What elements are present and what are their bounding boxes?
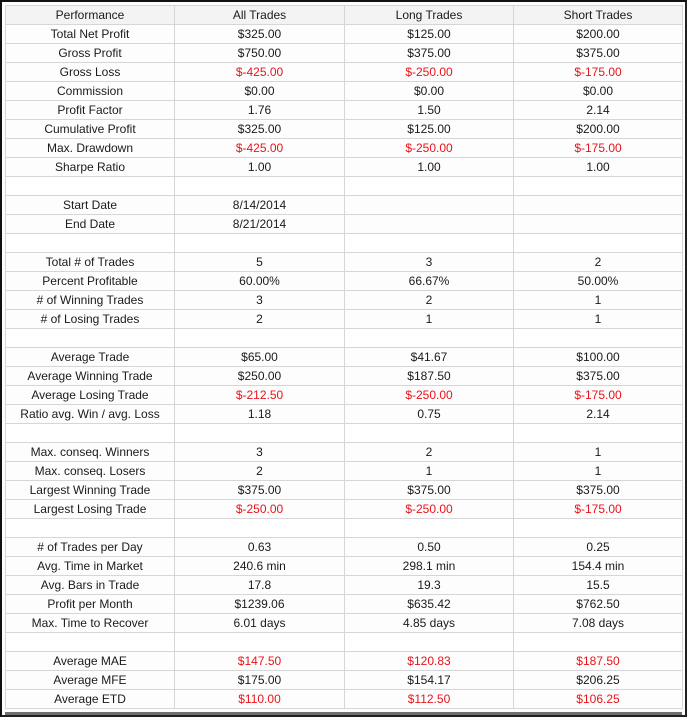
cell-short-trades: $206.25	[514, 671, 683, 690]
table-row[interactable]	[6, 329, 683, 348]
row-label	[6, 519, 175, 538]
cell-short-trades: $-175.00	[514, 63, 683, 82]
row-label: Profit per Month	[6, 595, 175, 614]
table-row[interactable]	[6, 652, 683, 671]
row-label: Gross Profit	[6, 44, 175, 63]
cell-short-trades: 1	[514, 310, 683, 329]
cell-all-trades	[175, 424, 345, 443]
cell-all-trades: $325.00	[175, 120, 345, 139]
row-label	[6, 633, 175, 652]
cell-long-trades: $-250.00	[345, 139, 514, 158]
table-row[interactable]	[6, 481, 683, 500]
cell-short-trades: $100.00	[514, 348, 683, 367]
cell-long-trades	[345, 633, 514, 652]
cell-long-trades: $-250.00	[345, 500, 514, 519]
table-row[interactable]	[6, 367, 683, 386]
row-label: Average Trade	[6, 348, 175, 367]
cell-long-trades	[345, 215, 514, 234]
cell-short-trades: $375.00	[514, 481, 683, 500]
cell-long-trades	[345, 196, 514, 215]
cell-all-trades: $175.00	[175, 671, 345, 690]
table-row[interactable]	[6, 44, 683, 63]
cell-short-trades: 50.00%	[514, 272, 683, 291]
cell-all-trades: $750.00	[175, 44, 345, 63]
cell-long-trades: 19.3	[345, 576, 514, 595]
cell-short-trades: $375.00	[514, 367, 683, 386]
table-row[interactable]	[6, 462, 683, 481]
cell-long-trades	[345, 234, 514, 253]
row-label: Cumulative Profit	[6, 120, 175, 139]
cell-short-trades: $0.00	[514, 82, 683, 101]
row-label: Average ETD	[6, 690, 175, 709]
row-label: Largest Losing Trade	[6, 500, 175, 519]
row-label: Percent Profitable	[6, 272, 175, 291]
cell-long-trades: 0.75	[345, 405, 514, 424]
table-row[interactable]	[6, 158, 683, 177]
cell-long-trades: 2	[345, 443, 514, 462]
row-label: Start Date	[6, 196, 175, 215]
row-label: Average MFE	[6, 671, 175, 690]
table-row[interactable]	[6, 139, 683, 158]
table-row[interactable]	[6, 310, 683, 329]
cell-short-trades: $375.00	[514, 44, 683, 63]
table-row[interactable]	[6, 215, 683, 234]
cell-short-trades: $106.25	[514, 690, 683, 709]
cell-long-trades	[345, 519, 514, 538]
cell-all-trades	[175, 177, 345, 196]
cell-all-trades: $-425.00	[175, 63, 345, 82]
row-label: Total Net Profit	[6, 25, 175, 44]
row-label	[6, 329, 175, 348]
table-row[interactable]	[6, 595, 683, 614]
table-row[interactable]	[6, 272, 683, 291]
row-label	[6, 424, 175, 443]
cell-long-trades: $0.00	[345, 82, 514, 101]
table-row[interactable]	[6, 576, 683, 595]
cell-all-trades: $375.00	[175, 481, 345, 500]
table-row[interactable]	[6, 291, 683, 310]
row-label: Max. Time to Recover	[6, 614, 175, 633]
cell-all-trades: 2	[175, 462, 345, 481]
cell-short-trades: $762.50	[514, 595, 683, 614]
cell-all-trades: 3	[175, 443, 345, 462]
cell-long-trades: 1.50	[345, 101, 514, 120]
cell-all-trades: $147.50	[175, 652, 345, 671]
cell-short-trades: 1	[514, 462, 683, 481]
cell-long-trades: 298.1 min	[345, 557, 514, 576]
table-row[interactable]	[6, 196, 683, 215]
column-header-short-trades[interactable]: Short Trades	[514, 6, 683, 25]
cell-all-trades: 5	[175, 253, 345, 272]
table-row[interactable]	[6, 386, 683, 405]
cell-all-trades: $65.00	[175, 348, 345, 367]
cell-all-trades: 3	[175, 291, 345, 310]
table-row[interactable]	[6, 25, 683, 44]
cell-long-trades: 1	[345, 310, 514, 329]
cell-all-trades: 8/21/2014	[175, 215, 345, 234]
row-label: Ratio avg. Win / avg. Loss	[6, 405, 175, 424]
cell-short-trades: 15.5	[514, 576, 683, 595]
cell-long-trades: $-250.00	[345, 386, 514, 405]
cell-all-trades: 60.00%	[175, 272, 345, 291]
table-row[interactable]	[6, 177, 683, 196]
cell-all-trades	[175, 329, 345, 348]
cell-short-trades	[514, 215, 683, 234]
cell-all-trades: $1239.06	[175, 595, 345, 614]
cell-long-trades: $125.00	[345, 25, 514, 44]
row-label: # of Losing Trades	[6, 310, 175, 329]
column-header-long-trades[interactable]: Long Trades	[345, 6, 514, 25]
cell-long-trades: $154.17	[345, 671, 514, 690]
cell-all-trades	[175, 519, 345, 538]
row-label: Max. Drawdown	[6, 139, 175, 158]
cell-all-trades: $-250.00	[175, 500, 345, 519]
table-row[interactable]	[6, 557, 683, 576]
table-row[interactable]	[6, 63, 683, 82]
row-label	[6, 177, 175, 196]
cell-all-trades: 0.63	[175, 538, 345, 557]
cell-long-trades: 1.00	[345, 158, 514, 177]
row-label: Average Losing Trade	[6, 386, 175, 405]
cell-long-trades: 66.67%	[345, 272, 514, 291]
cell-all-trades: 1.00	[175, 158, 345, 177]
cell-short-trades: $187.50	[514, 652, 683, 671]
cell-all-trades: 2	[175, 310, 345, 329]
cell-short-trades	[514, 519, 683, 538]
table-row[interactable]	[6, 82, 683, 101]
table-row[interactable]	[6, 614, 683, 633]
cell-short-trades: 1	[514, 291, 683, 310]
cell-all-trades: $250.00	[175, 367, 345, 386]
table-row[interactable]	[6, 253, 683, 272]
table-row[interactable]	[6, 633, 683, 652]
row-label: Largest Winning Trade	[6, 481, 175, 500]
cell-long-trades: $112.50	[345, 690, 514, 709]
cell-short-trades: 1.00	[514, 158, 683, 177]
table-row[interactable]	[6, 348, 683, 367]
cell-all-trades	[175, 633, 345, 652]
cell-short-trades: $200.00	[514, 120, 683, 139]
cell-all-trades: 1.76	[175, 101, 345, 120]
table-row[interactable]	[6, 443, 683, 462]
row-label: Max. conseq. Losers	[6, 462, 175, 481]
row-label: # of Trades per Day	[6, 538, 175, 557]
cell-short-trades: 2	[514, 253, 683, 272]
cell-all-trades: 17.8	[175, 576, 345, 595]
row-label: # of Winning Trades	[6, 291, 175, 310]
cell-short-trades	[514, 177, 683, 196]
cell-long-trades: $635.42	[345, 595, 514, 614]
cell-long-trades: $375.00	[345, 44, 514, 63]
row-label: Avg. Bars in Trade	[6, 576, 175, 595]
table-row[interactable]	[6, 405, 683, 424]
cell-all-trades: 8/14/2014	[175, 196, 345, 215]
performance-table	[5, 5, 683, 709]
cell-short-trades	[514, 234, 683, 253]
cell-long-trades	[345, 424, 514, 443]
cell-long-trades: 2	[345, 291, 514, 310]
table-row[interactable]	[6, 538, 683, 557]
cell-all-trades: $0.00	[175, 82, 345, 101]
cell-all-trades: $325.00	[175, 25, 345, 44]
cell-short-trades: 154.4 min	[514, 557, 683, 576]
cell-all-trades: $-425.00	[175, 139, 345, 158]
cell-long-trades	[345, 177, 514, 196]
table-row[interactable]	[6, 120, 683, 139]
cell-short-trades: $-175.00	[514, 386, 683, 405]
cell-long-trades: 4.85 days	[345, 614, 514, 633]
cell-long-trades: $375.00	[345, 481, 514, 500]
cell-short-trades: 1	[514, 443, 683, 462]
cell-short-trades: $200.00	[514, 25, 683, 44]
row-label: Profit Factor	[6, 101, 175, 120]
header-row	[6, 6, 683, 25]
cell-short-trades	[514, 196, 683, 215]
cell-long-trades: $-250.00	[345, 63, 514, 82]
row-label: Commission	[6, 82, 175, 101]
cell-all-trades	[175, 234, 345, 253]
cell-short-trades	[514, 329, 683, 348]
table-row[interactable]	[6, 500, 683, 519]
row-label: Max. conseq. Winners	[6, 443, 175, 462]
table-row[interactable]	[6, 101, 683, 120]
row-label	[6, 234, 175, 253]
cell-long-trades: 0.50	[345, 538, 514, 557]
column-header-performance[interactable]: Performance	[6, 6, 175, 25]
row-label: Gross Loss	[6, 63, 175, 82]
cell-short-trades: 2.14	[514, 405, 683, 424]
row-label: End Date	[6, 215, 175, 234]
cell-all-trades: 240.6 min	[175, 557, 345, 576]
cell-all-trades: 1.18	[175, 405, 345, 424]
cell-short-trades	[514, 633, 683, 652]
cell-all-trades: 6.01 days	[175, 614, 345, 633]
row-label: Avg. Time in Market	[6, 557, 175, 576]
row-label: Average MAE	[6, 652, 175, 671]
cell-long-trades: $41.67	[345, 348, 514, 367]
table-row[interactable]	[6, 234, 683, 253]
horizontal-scrollbar[interactable]	[5, 712, 682, 715]
performance-grid	[5, 5, 682, 709]
row-label: Sharpe Ratio	[6, 158, 175, 177]
cell-short-trades: 7.08 days	[514, 614, 683, 633]
table-body	[6, 25, 683, 709]
cell-all-trades: $-212.50	[175, 386, 345, 405]
cell-short-trades: 2.14	[514, 101, 683, 120]
cell-long-trades: $187.50	[345, 367, 514, 386]
cell-short-trades: $-175.00	[514, 139, 683, 158]
cell-short-trades: 0.25	[514, 538, 683, 557]
cell-long-trades: $125.00	[345, 120, 514, 139]
row-label: Average Winning Trade	[6, 367, 175, 386]
column-header-all-trades[interactable]: All Trades	[175, 6, 345, 25]
cell-long-trades: $120.83	[345, 652, 514, 671]
table-row[interactable]	[6, 671, 683, 690]
table-row[interactable]	[6, 690, 683, 709]
cell-short-trades: $-175.00	[514, 500, 683, 519]
cell-short-trades	[514, 424, 683, 443]
cell-all-trades: $110.00	[175, 690, 345, 709]
cell-long-trades: 1	[345, 462, 514, 481]
cell-long-trades: 3	[345, 253, 514, 272]
table-row[interactable]	[6, 424, 683, 443]
row-label: Total # of Trades	[6, 253, 175, 272]
table-row[interactable]	[6, 519, 683, 538]
cell-long-trades	[345, 329, 514, 348]
